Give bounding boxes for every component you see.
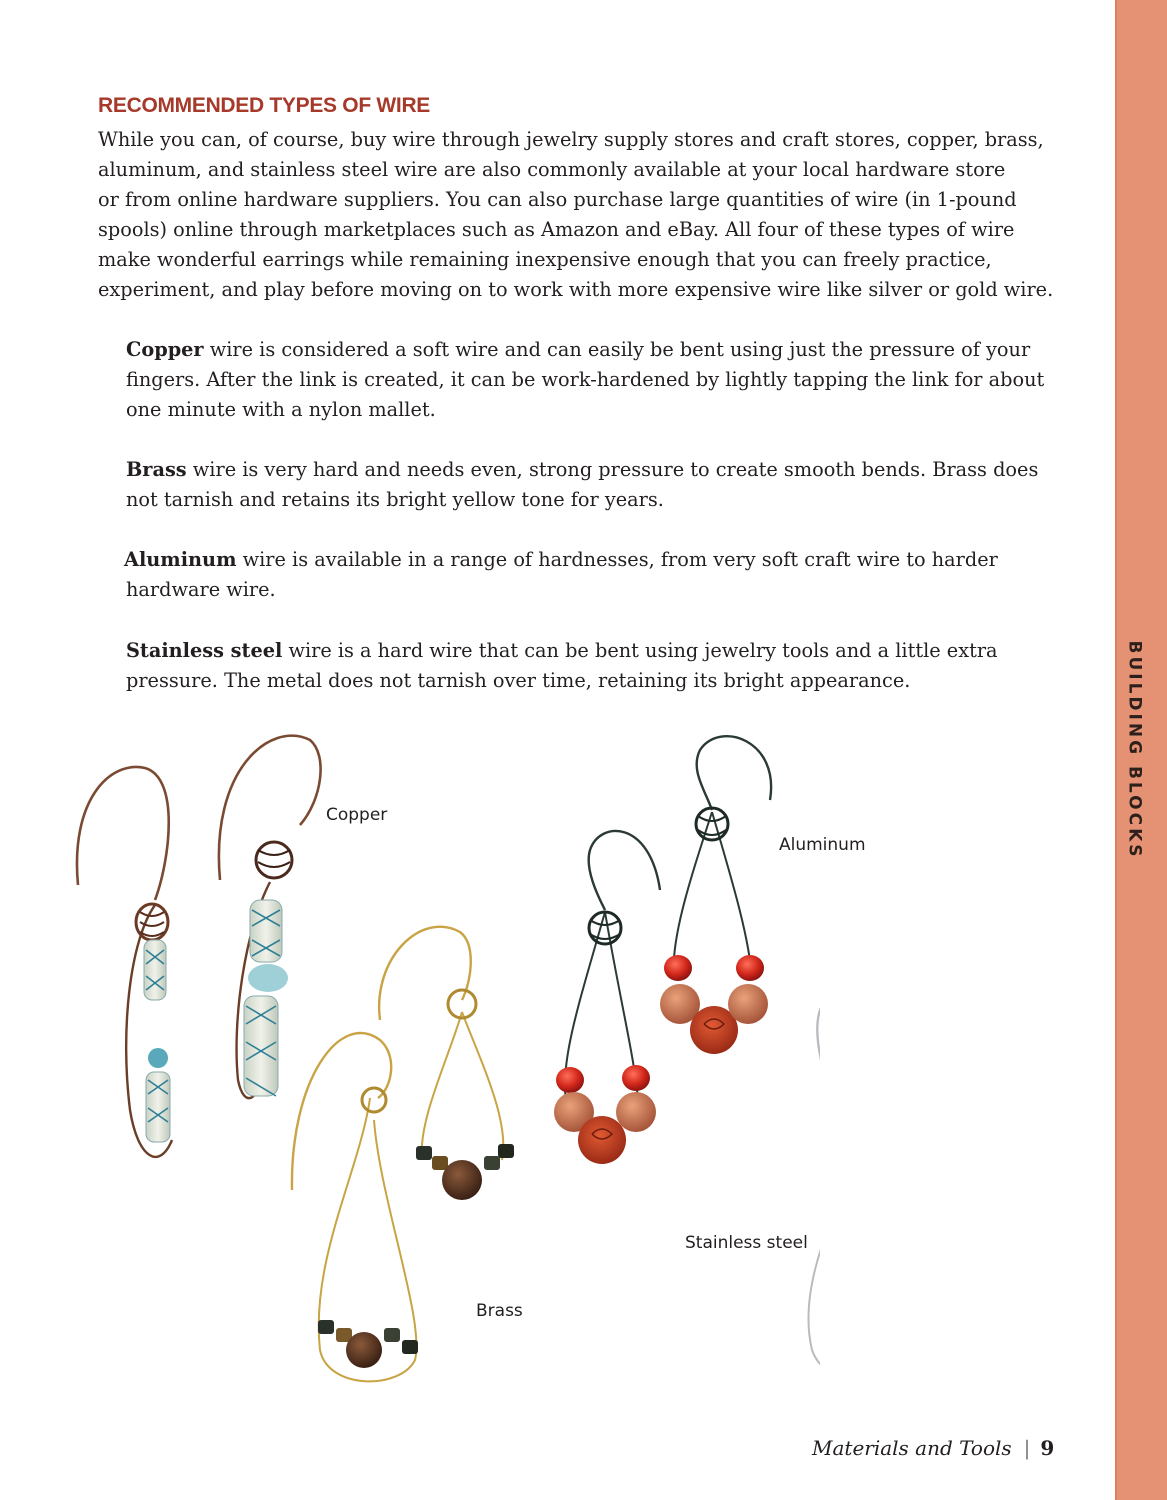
intro-paragraph: While you can, of course, buy wire through jewelry supply stores and craft stores, copper, brass, aluminum, and stainless steel wire are also commonly available at your local hardware store or from online hardware suppliers. You can also purchase large quantities of wire (in 1-pound spools) online through marketplaces such as Amazon and eBay. All four of these types of wire make wonderful earrings while remaining inexpensive enough that you can freely practice, experiment, and play before moving on to work with more expensive wire like silver or gold wire. — [98, 128, 1054, 301]
section-heading: RECOMMENDED TYPES OF WIRE — [98, 94, 431, 117]
aluminum-paragraph: Aluminum wire is available in a range of hardnesses, from very soft craft wire to harder hardware wire. — [124, 548, 998, 601]
earrings-photo — [60, 700, 820, 1420]
caption-aluminum: Aluminum — [779, 835, 866, 855]
steel-earring-left — [808, 996, 820, 1386]
caption-brass: Brass — [476, 1301, 523, 1321]
aluminum-earring-left — [554, 831, 660, 1164]
brass-earring-left — [292, 1033, 418, 1381]
page-number: 9 — [1040, 1436, 1055, 1460]
page-footer — [812, 1436, 1054, 1460]
brass-earring-right — [379, 927, 514, 1200]
copper-earring-right — [219, 736, 321, 1098]
side-tab-label: BUILDING BLOCKS — [1124, 640, 1145, 860]
footer-separator: | — [1023, 1436, 1031, 1460]
caption-stainless-steel: Stainless steel — [685, 1233, 808, 1253]
footer-section-name: Materials and Tools — [812, 1436, 1012, 1460]
copper-earring-left — [77, 767, 172, 1157]
copper-paragraph: Copper wire is considered a soft wire and can easily be bent using just the pressure of your fingers. After the link is created, it can be work-hardened by lightly tapping the link for about one minute with a nylon mallet. — [126, 338, 1045, 421]
stainless-steel-paragraph: Stainless steel wire is a hard wire that can be bent using jewelry tools and a little extra pressure. The metal does not tarnish over time, retaining its bright appearance. — [126, 639, 998, 692]
caption-copper: Copper — [326, 805, 388, 825]
brass-paragraph: Brass wire is very hard and needs even, strong pressure to create smooth bends. Brass does not tarnish and retains its bright yellow tone for years. — [126, 458, 1039, 511]
aluminum-earring-right — [660, 736, 771, 1054]
